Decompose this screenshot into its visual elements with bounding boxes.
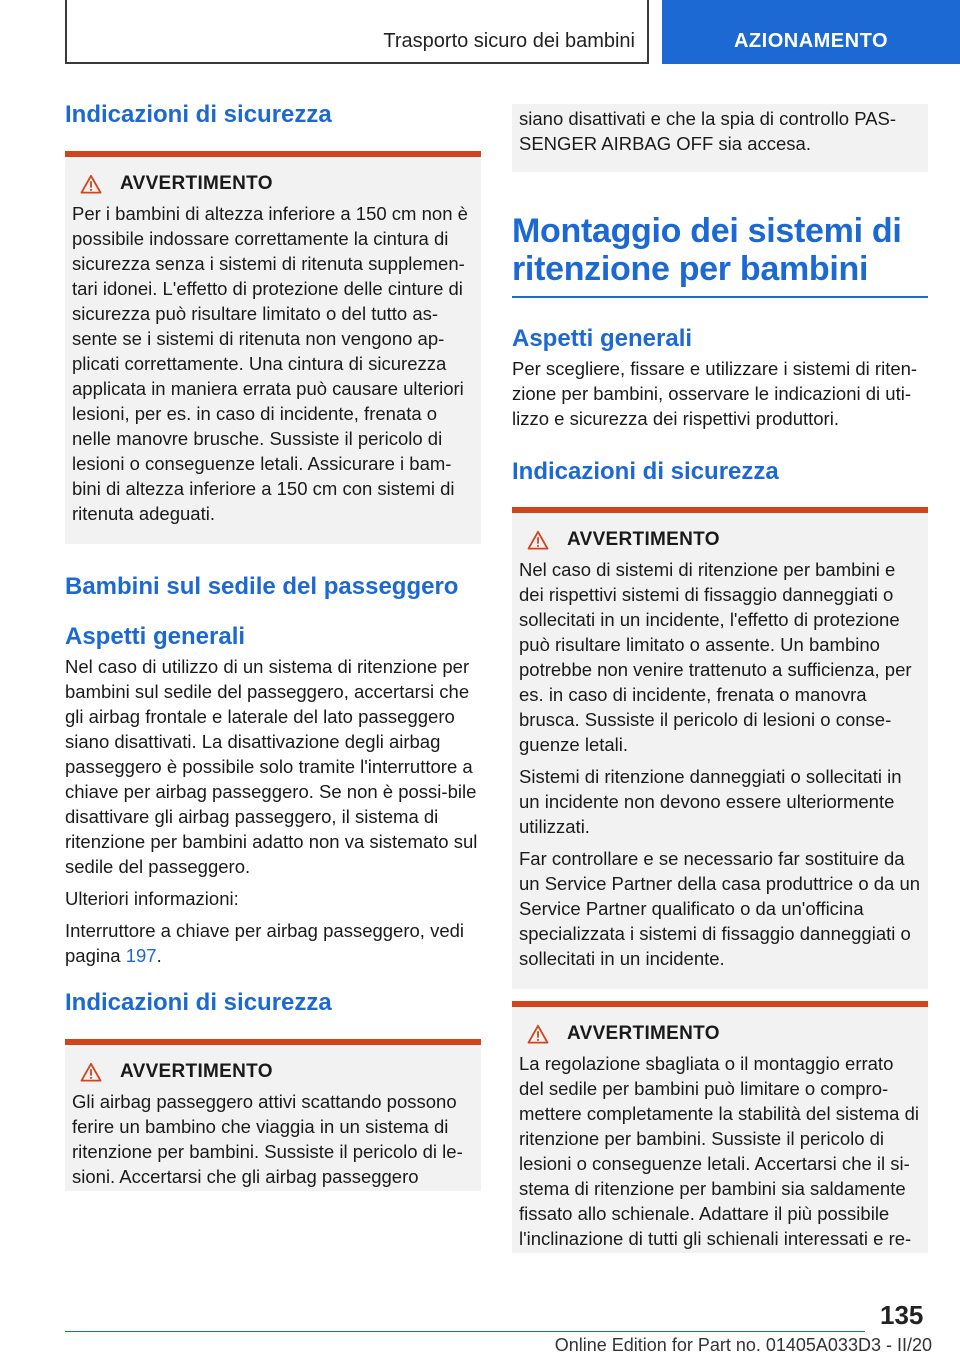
section-tab[interactable] xyxy=(662,0,960,64)
reference-text: Interruttore a chiave per airbag passeggero, vedi pagina xyxy=(65,920,465,966)
general-text: Per scegliere, fissare e utilizzare i sistemi di riten-zione per bambini, osservare le indicazioni di uti-lizzo e sicurezza dei rispettivi produttori. xyxy=(512,358,918,429)
warning-triangle-icon xyxy=(80,174,102,194)
warning-title-row xyxy=(519,1021,922,1047)
warning-title: AVVERTIMENTO xyxy=(567,529,720,550)
safety-heading-3: Indicazioni di sicurezza xyxy=(512,458,779,485)
page-header xyxy=(0,0,960,66)
footer-rule xyxy=(65,1331,865,1332)
safety-heading-2: Indicazioni di sicurezza xyxy=(65,989,332,1016)
warning-paragraph-2: Sistemi di ritenzione danneggiati o sollecitati in un incidente non devono essere ulteriormente utilizzati. xyxy=(519,766,902,837)
warning-title: AVVERTIMENTO xyxy=(567,1023,720,1044)
safety-heading-1: Indicazioni di sicurezza xyxy=(65,101,332,128)
warning-title-row xyxy=(72,171,475,197)
warning-box-3 xyxy=(512,507,928,989)
warning-text: Per i bambini di altezza inferiore a 150 cm non è possibile indossare correttamente la cintura di sicurezza senza i sistemi di ritenuta supplemen-tari idonei. L'effetto di protezione delle cinture di sicurezza può risultare limitato o del tutto as-sente se i sistemi di ritenuta non vengono ap-plicati correttamente. Una cintura di sicurezza applicata in maniera errata può causare ulteriori lesioni, per es. in caso di incidente, frenata o nelle manovre brusche. Sussiste il pericolo di lesioni o conseguenze letali. Assicurare i bam-bini di altezza inferiore a 150 cm con sistemi di ritenuta adeguati. xyxy=(72,203,468,524)
page-link[interactable]: 197 xyxy=(125,945,157,966)
warning-text: Gli airbag passeggero attivi scattando possono ferire un bambino che viaggia in un sistema di ritenzione per bambini. Sussiste il pericolo di le-sioni. Accertarsi che gli airbag passeggero xyxy=(72,1091,463,1187)
warning-title-row xyxy=(72,1059,475,1085)
edition-label: Online Edition for Part no. 01405A033D3 - II/20 xyxy=(554,1335,932,1355)
continuation-text: siano disattivati e che la spia di controllo PAS-SENGER AIRBAG OFF sia accesa. xyxy=(519,108,897,154)
section-heading: Bambini sul sedile del passeggero xyxy=(65,573,459,600)
warning-text: La regolazione sbagliata o il montaggio errato del sedile per bambini può limitare o compro-mettere completamente la stabilità del sistema di ritenzione per bambini. Sussiste il pericolo di lesioni o conseguenze letali. Accertarsi che il si-stema di ritenzione per bambini sia saldamente fissato allo schienale. Adattare il più possibile l'inclinazione di tutti gli schienali interessati e re- xyxy=(519,1053,919,1249)
warning-box-2 xyxy=(65,1039,481,1191)
warning-triangle-icon xyxy=(527,530,549,550)
page-number: 135 xyxy=(880,1300,924,1330)
warning-title: AVVERTIMENTO xyxy=(120,173,273,194)
warning-title-row xyxy=(519,527,922,553)
more-info-label: Ulteriori informazioni: xyxy=(65,888,239,909)
reference-end: . xyxy=(156,945,162,966)
page-reference xyxy=(65,918,481,968)
left-column xyxy=(65,100,481,1191)
general-heading: Aspetti generali xyxy=(512,325,693,352)
warning-triangle-icon xyxy=(527,1024,549,1044)
main-heading: Montaggio dei sistemi di ritenzione per bambini xyxy=(512,212,902,288)
right-column xyxy=(512,104,928,1253)
general-heading: Aspetti generali xyxy=(65,623,246,650)
warning-paragraph-1: Nel caso di sistemi di ritenzione per bambini e dei rispettivi sistemi di fissaggio danneggiati o sollecitati in un incidente, l'effetto di protezione può risultare limitato o assente. Un bambino potrebbe non venire trattenuto a sufficienza, per es. in caso di incidente, frenata o manovra brusca. Sussiste il pericolo di lesioni o conse-guenze letali. xyxy=(519,559,912,755)
warning-continuation xyxy=(512,104,928,172)
general-text: Nel caso di utilizzo di un sistema di ritenzione per bambini sul sedile del passeggero, accertarsi che gli airbag frontale e laterale del lato passeggero siano disattivati. La disattivazione degli airbag passeggero è possibile solo tramite l'interruttore a chiave per airbag passeggero. Se non è possi-bile disattivare gli airbag passeggero, il sistema di ritenzione per bambini adatto non va sistemato sul sedile del passeggero. xyxy=(65,656,478,877)
warning-triangle-icon xyxy=(80,1062,102,1082)
warning-title: AVVERTIMENTO xyxy=(120,1061,273,1082)
warning-box-1 xyxy=(65,151,481,544)
chapter-title: Trasporto sicuro dei bambini xyxy=(383,30,635,52)
chapter-box xyxy=(65,0,649,64)
section-title: AZIONAMENTO xyxy=(733,30,888,52)
warning-box-4 xyxy=(512,1001,928,1253)
warning-paragraph-3: Far controllare e se necessario far sostituire da un Service Partner della casa produttrice o da un Service Partner qualificato o da un'officina specializzata i sistemi di fissaggio danneggiati o sollecitati in un incidente. xyxy=(519,848,921,969)
